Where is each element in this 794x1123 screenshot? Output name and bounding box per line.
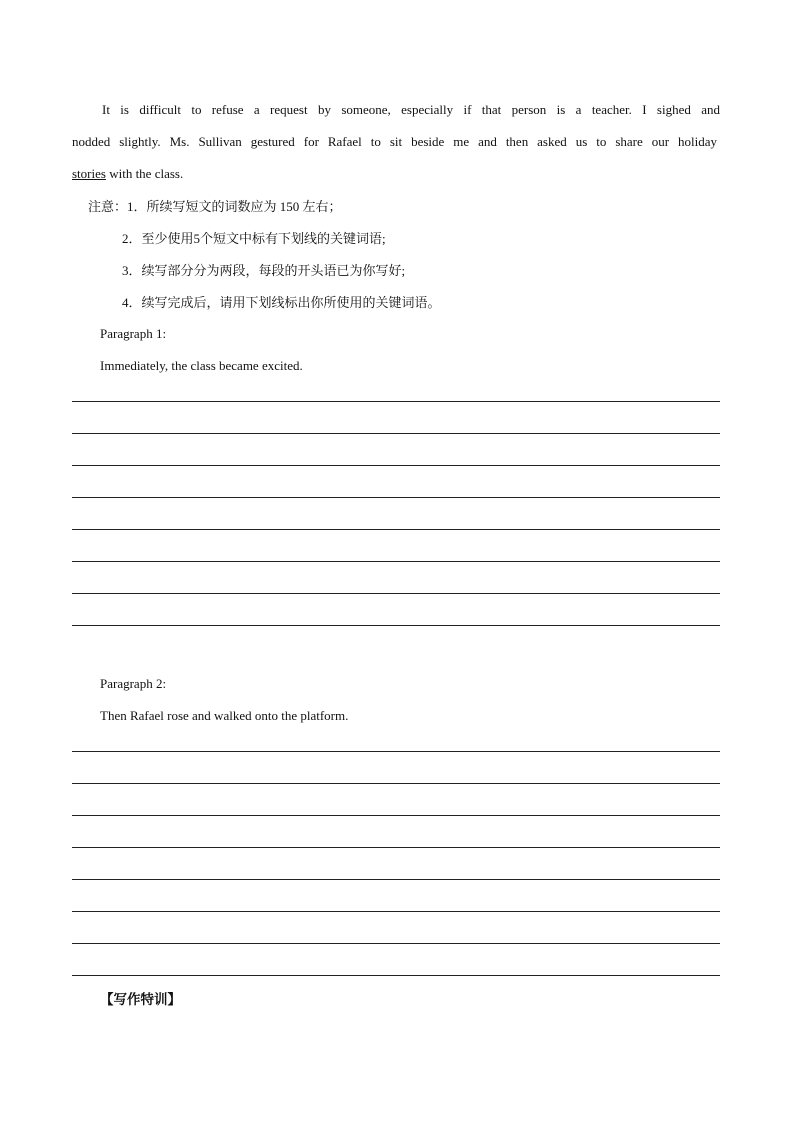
writing-line (72, 465, 720, 466)
writing-line (72, 943, 720, 944)
writing-line (72, 529, 720, 530)
passage-line-3 (72, 164, 720, 184)
passage-line-2: nodded slightly. Ms. Sullivan gestured for Rafael to sit beside me and then asked us to share our holiday (72, 134, 717, 149)
note-2: 2．至少使用5个短文中标有下划线的关键词语; (122, 231, 386, 246)
writing-line (72, 847, 720, 848)
passage-line-3-rest: with the class. (105, 166, 184, 181)
passage-line-1: It is difficult to refuse a request by someone, especially if that person is a teacher. I sighed and (102, 102, 720, 117)
writing-line (72, 815, 720, 816)
writing-line (72, 497, 720, 498)
paragraph-2-opening: Then Rafael rose and walked onto the platform. (100, 708, 349, 723)
writing-line (72, 433, 720, 434)
paragraph-1-opening: Immediately, the class became excited. (100, 358, 303, 373)
writing-line (72, 879, 720, 880)
note-3: 3．续写部分分为两段，每段的开头语已为你写好; (122, 263, 406, 278)
paragraph-2-label: Paragraph 2: (100, 676, 167, 691)
writing-line (72, 561, 720, 562)
writing-line (72, 593, 720, 594)
note-4: 4．续写完成后，请用下划线标出你所使用的关键词语。 (122, 295, 441, 310)
keyword-stories: stories (72, 166, 106, 181)
section-heading: 【写作特训】 (100, 992, 181, 1007)
writing-line (72, 911, 720, 912)
writing-line (72, 783, 720, 784)
paragraph-1-label: Paragraph 1: (100, 326, 167, 341)
writing-line (72, 625, 720, 626)
writing-line (72, 975, 720, 976)
writing-line (72, 751, 720, 752)
note-1: 注意：1．所续写短文的词数应为 150 左右； (88, 199, 342, 214)
writing-line (72, 401, 720, 402)
